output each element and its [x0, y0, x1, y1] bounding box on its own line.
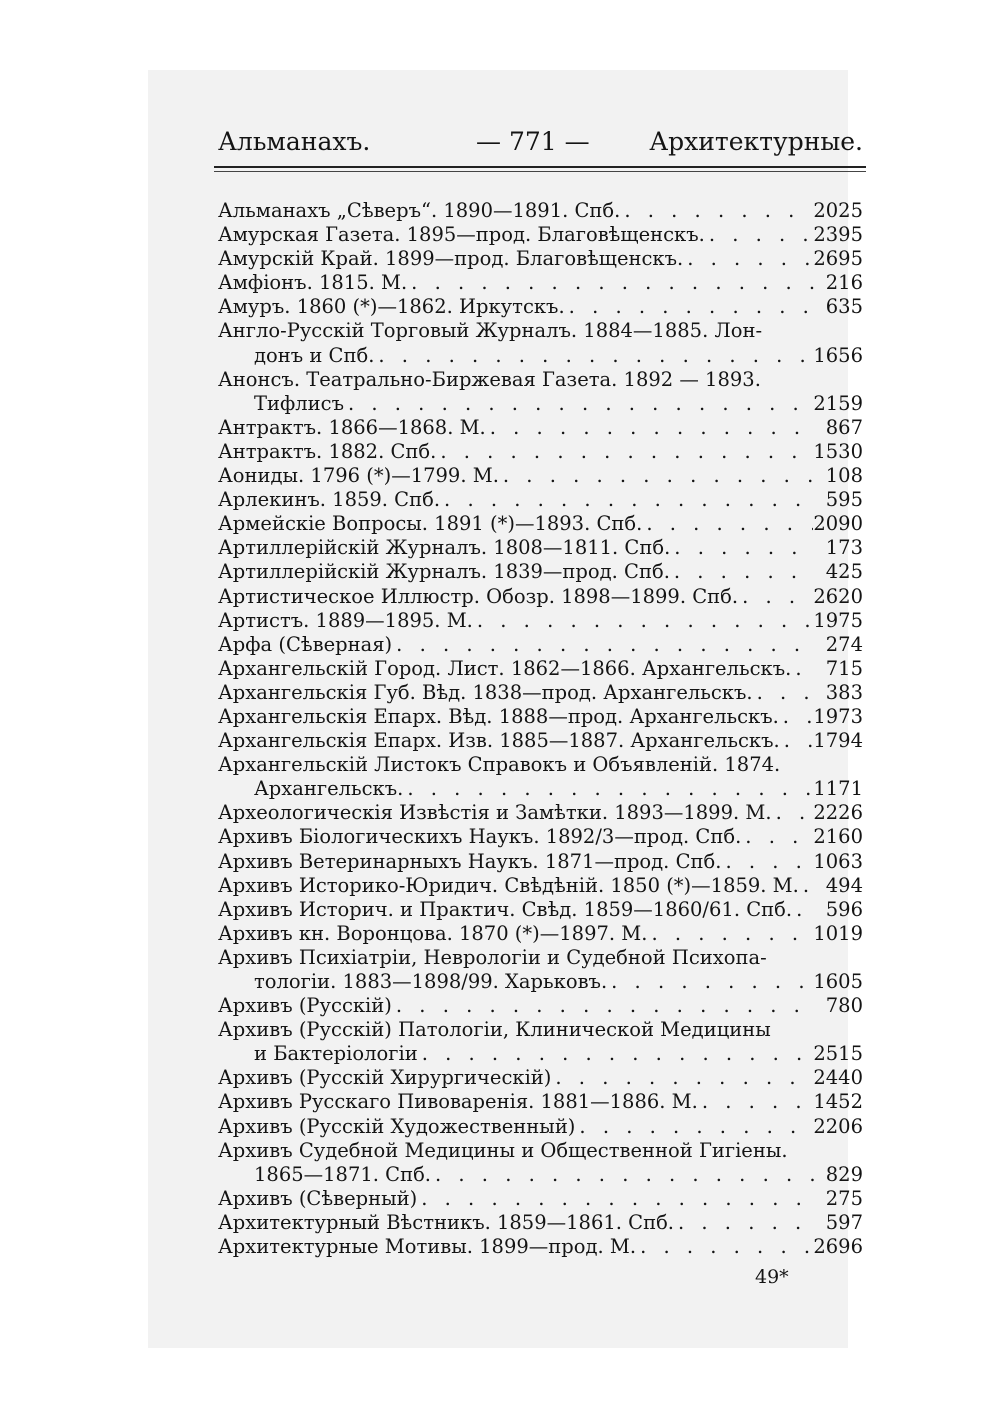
entry-number: 275: [825, 1186, 863, 1210]
entry-number: 1019: [813, 921, 863, 945]
index-entry: [218, 729, 863, 753]
index-entry: [218, 850, 863, 874]
leader-dots: [575, 1115, 813, 1139]
index-entry: [218, 994, 863, 1018]
leader-dots: [418, 1042, 814, 1066]
entry-number: 867: [825, 415, 863, 439]
index-entry: [218, 247, 863, 271]
header-rule-thin: [214, 171, 866, 172]
leader-dots: [417, 1187, 815, 1211]
index-entry: [218, 488, 863, 512]
leader-dots: [779, 705, 814, 729]
leader-dots: [674, 1211, 815, 1235]
entry-number: 2206: [813, 1114, 863, 1138]
leader-dots: [698, 1090, 814, 1114]
leader-dots: [440, 488, 815, 512]
entry-number: 780: [825, 994, 863, 1018]
entry-title: Англо-Русскій Торговый Журналъ. 1884—1885. Лон-: [218, 319, 763, 343]
entry-number: 2696: [813, 1235, 863, 1259]
index-entry-continuation: [218, 344, 863, 368]
entry-number: 1605: [813, 970, 863, 993]
index-entries: [218, 199, 863, 1259]
leader-dots: [753, 681, 815, 705]
entry-title: Арлекинъ. 1859. Спб.: [218, 488, 441, 512]
index-entry: [218, 922, 863, 946]
leader-dots: [670, 560, 815, 584]
leader-dots: [565, 295, 815, 319]
entry-title: Архивъ (Сѣверный): [218, 1186, 418, 1210]
entry-title: Амурскій Край. 1899—прод. Благовѣщенскъ.: [218, 247, 684, 271]
entry-title: Аониды. 1796 (*)—1799. М.: [218, 464, 499, 488]
index-entry: [218, 801, 863, 825]
entry-number: 383: [825, 680, 863, 704]
entry-title: Архивъ (Русскій Хирургическій): [218, 1066, 552, 1090]
entry-number: 2025: [813, 199, 863, 222]
entry-title: Артиллерійскій Журналъ. 1839—прод. Спб.: [218, 560, 670, 584]
entry-number: 829: [825, 1162, 863, 1186]
entry-title: Архангельскій Листокъ Справокъ и Объявленій. 1874.: [218, 753, 781, 777]
page-number: — 771 —: [476, 127, 590, 156]
entry-title: Архивъ (Русскій Художественный): [218, 1114, 576, 1138]
index-entry: [218, 319, 863, 343]
leader-dots: [721, 850, 813, 874]
index-entry: [218, 1187, 863, 1211]
running-header: [218, 127, 863, 167]
leader-dots: [374, 344, 813, 368]
entry-title: Амфіонъ. 1815. М.: [218, 271, 408, 295]
entry-title: Артистическое Иллюстр. Обозр. 1898—1899. Спб.: [218, 584, 739, 608]
entry-title: Архангельскія Епарх. Изв. 1885—1887. Архангельскъ.: [218, 729, 780, 753]
entry-title: Архангельскія Губ. Вѣд. 1838—прод. Архангельскъ.: [218, 680, 753, 704]
leader-dots: [607, 970, 813, 994]
entry-title: Архивъ Ветеринарныхъ Наукъ. 1871—прод. Спб.: [218, 849, 722, 873]
index-entry: [218, 512, 863, 536]
leader-dots: [647, 922, 813, 946]
entry-number: 635: [825, 295, 863, 319]
entry-title: Архивъ (Русскій): [218, 994, 392, 1018]
leader-dots: [705, 223, 814, 247]
entry-title: Архангельскій Город. Лист. 1862—1866. Архангельскъ.: [218, 656, 792, 680]
leader-dots: [791, 657, 815, 681]
entry-number: 2515: [813, 1042, 863, 1066]
entry-title: Архивъ Судебной Медицины и Общественной Гигіены.: [218, 1138, 788, 1162]
index-entry: [218, 199, 863, 223]
header-rule: [214, 166, 866, 168]
entry-number: 597: [825, 1210, 863, 1234]
index-entry-continuation: [218, 1163, 863, 1187]
index-entry-continuation: [218, 1042, 863, 1066]
entry-number: 1656: [813, 343, 863, 367]
entry-title: Архивъ Русскаго Пивоваренія. 1881—1886. М.: [218, 1090, 698, 1114]
leader-dots: [792, 898, 815, 922]
index-entry: [218, 536, 863, 560]
signature-mark: 49*: [755, 1266, 789, 1288]
leader-dots: [772, 801, 814, 825]
index-entry: [218, 753, 863, 777]
entry-title: Альманахъ „Сѣверъ“. 1890—1891. Спб.: [218, 199, 621, 222]
entry-continuation: Тифлисъ: [254, 391, 344, 415]
entry-title: Архангельскія Епарх. Вѣд. 1888—прод. Архангельскъ.: [218, 704, 779, 728]
entry-number: 1973: [813, 704, 863, 728]
entry-number: 1530: [813, 439, 863, 463]
entry-title: Архивъ Историко-Юридич. Свѣдѣній. 1850 (*)—1859. М.: [218, 873, 799, 897]
entry-number: 494: [825, 873, 863, 897]
entry-number: 2159: [813, 391, 863, 415]
entry-title: Амуръ. 1860 (*)—1862. Иркутскъ.: [218, 295, 565, 319]
entry-number: 173: [825, 536, 863, 560]
index-entry: [218, 464, 863, 488]
index-entry: [218, 657, 863, 681]
leader-dots: [741, 825, 813, 849]
entry-continuation: и Бактеріологіи: [254, 1042, 418, 1066]
entry-number: 274: [825, 632, 863, 656]
entry-title: Анонсъ. Театрально-Биржевая Газета. 1892 — 1893.: [218, 367, 761, 391]
index-entry-continuation: [218, 392, 863, 416]
entry-number: 425: [825, 560, 863, 584]
index-entry: [218, 1115, 863, 1139]
leader-dots: [780, 729, 814, 753]
entry-number: 1063: [813, 849, 863, 873]
entry-number: 2620: [813, 584, 863, 608]
index-entry: [218, 223, 863, 247]
entry-number: 1975: [813, 608, 863, 632]
leader-dots: [392, 994, 815, 1018]
entry-title: Архивъ Историч. и Практич. Свѣд. 1859—1860/61. Спб.: [218, 897, 793, 921]
entry-title: Антрактъ. 1882. Спб.: [218, 439, 437, 463]
entry-number: 2226: [813, 801, 863, 825]
entry-number: 2695: [813, 247, 863, 271]
index-entry: [218, 1211, 863, 1235]
entry-number: 108: [825, 464, 863, 488]
leader-dots: [407, 271, 815, 295]
index-entry: [218, 946, 863, 970]
leader-dots: [738, 585, 813, 609]
entry-number: 596: [825, 897, 863, 921]
index-entry-continuation: [218, 777, 863, 801]
leader-dots: [473, 609, 813, 633]
header-left: Альманахъ.: [218, 127, 371, 156]
entry-title: Артистъ. 1889—1895. М.: [218, 608, 473, 632]
entry-continuation: донъ и Спб.: [254, 343, 375, 367]
entry-number: 2090: [813, 512, 863, 536]
entry-number: 2440: [813, 1066, 863, 1090]
entry-number: 1452: [813, 1090, 863, 1114]
entry-title: Артиллерійскій Журналъ. 1808—1811. Спб.: [218, 536, 671, 560]
index-entry-continuation: [218, 970, 863, 994]
leader-dots: [499, 464, 815, 488]
entry-title: Архитектурные Мотивы. 1899—прод. М.: [218, 1235, 637, 1259]
index-entry: [218, 898, 863, 922]
entry-title: Архитектурный Вѣстникъ. 1859—1861. Спб.: [218, 1210, 675, 1234]
index-entry: [218, 1066, 863, 1090]
index-entry: [218, 560, 863, 584]
index-entry: [218, 633, 863, 657]
leader-dots: [642, 512, 813, 536]
entry-title: Археологическія Извѣстія и Замѣтки. 1893—1899. М.: [218, 801, 772, 825]
leader-dots: [392, 633, 815, 657]
index-entry: [218, 295, 863, 319]
leader-dots: [431, 1163, 815, 1187]
index-entry: [218, 1235, 863, 1259]
entry-title: Архивъ (Русскій) Патологіи, Клинической Медицины: [218, 1018, 771, 1042]
index-entry: [218, 1018, 863, 1042]
entry-title: Амурская Газета. 1895—прод. Благовѣщенскъ.: [218, 223, 705, 247]
index-entry: [218, 609, 863, 633]
entry-number: 1794: [813, 729, 863, 753]
leader-dots: [620, 199, 813, 223]
index-entry: [218, 874, 863, 898]
index-entry: [218, 440, 863, 464]
entry-title: Архивъ Психіатріи, Неврологіи и Судебной Психопа-: [218, 945, 767, 969]
index-entry: [218, 1139, 863, 1163]
entry-number: 715: [825, 656, 863, 680]
entry-number: 2160: [813, 825, 863, 849]
leader-dots: [670, 536, 815, 560]
index-entry: [218, 585, 863, 609]
leader-dots: [344, 392, 813, 416]
index-entry: [218, 825, 863, 849]
index-entry: [218, 416, 863, 440]
entry-title: Армейскіе Вопросы. 1891 (*)—1893. Спб.: [218, 512, 643, 536]
entry-number: 216: [825, 271, 863, 295]
leader-dots: [636, 1235, 813, 1259]
entry-title: Антрактъ. 1866—1868. М.: [218, 415, 486, 439]
header-right: Архитектурные.: [649, 127, 863, 156]
entry-title: Арфа (Сѣверная): [218, 632, 393, 656]
entry-number: 2395: [813, 223, 863, 247]
leader-dots: [683, 247, 813, 271]
entry-continuation: тологіи. 1883—1898/99. Харьковъ.: [254, 970, 608, 993]
index-entry: [218, 271, 863, 295]
index-entry: [218, 705, 863, 729]
index-entry: [218, 681, 863, 705]
entry-continuation: 1865—1871. Спб.: [254, 1162, 432, 1186]
entry-title: Архивъ Біологическихъ Наукъ. 1892/3—прод. Спб.: [218, 825, 742, 849]
leader-dots: [486, 416, 815, 440]
leader-dots: [551, 1066, 813, 1090]
entry-continuation: Архангельскъ.: [254, 777, 404, 801]
entry-title: Архивъ кн. Воронцова. 1870 (*)—1897. М.: [218, 921, 648, 945]
index-entry: [218, 1090, 863, 1114]
index-entry: [218, 368, 863, 392]
leader-dots: [436, 440, 813, 464]
entry-number: 595: [825, 488, 863, 512]
leader-dots: [403, 777, 813, 801]
entry-number: 1171: [813, 777, 863, 801]
leader-dots: [799, 874, 815, 898]
